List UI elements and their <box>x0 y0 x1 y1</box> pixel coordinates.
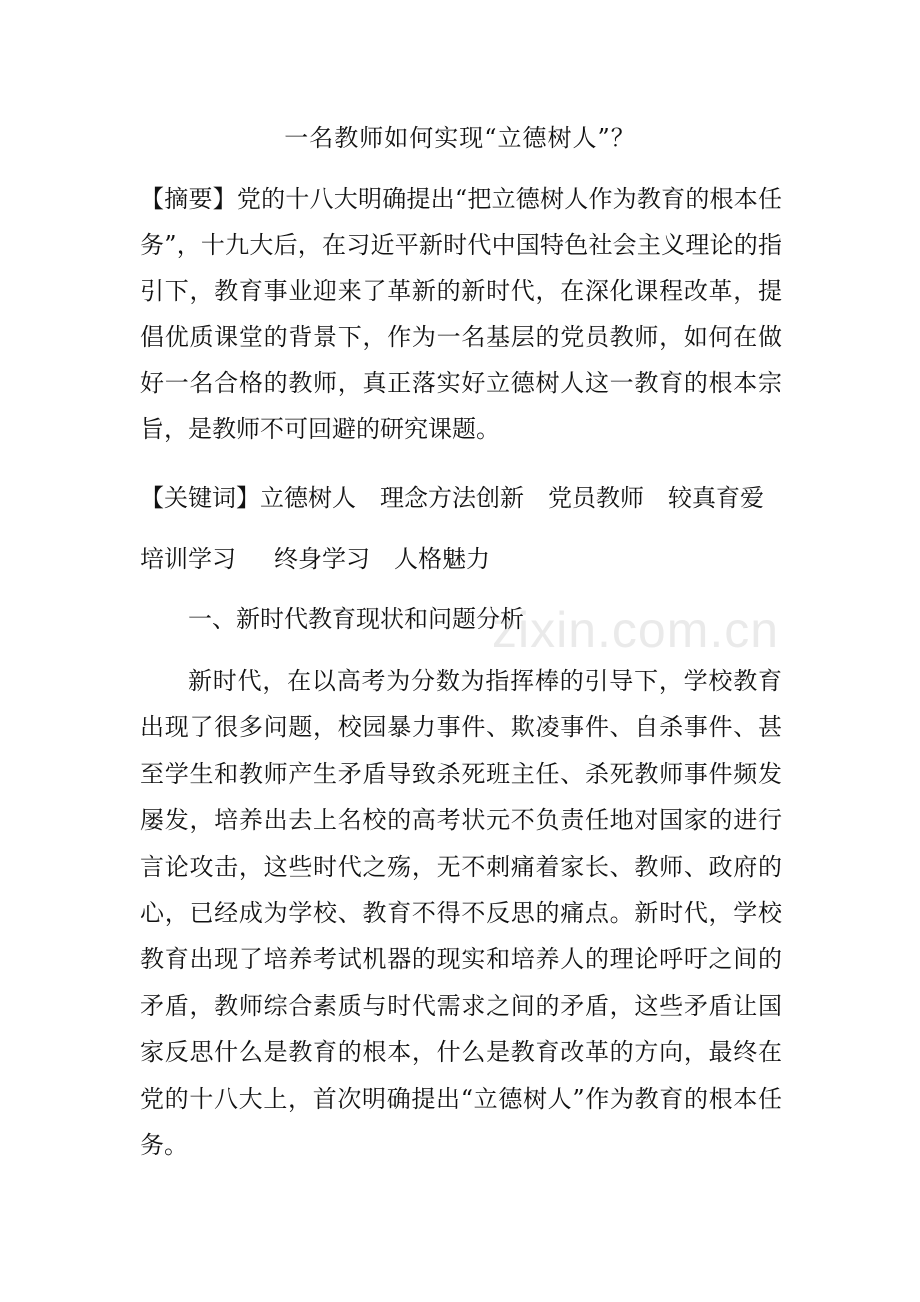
keyword-item: 理念方法创新 <box>380 484 524 512</box>
keyword-item: 培训学习 <box>140 545 236 573</box>
keyword-item: 较真育爱 <box>668 484 764 512</box>
body-paragraph: 新时代，在以高考为分数为指挥棒的引导下，学校教育出现了很多问题，校园暴力事件、欺凌事件、自杀事件、甚至学生和教师产生矛盾导致杀死班主任、杀死教师事件频发屡发，培养出去上名校的高考状元不负责任地对国家的进行言论攻击，这些时代之殇，无不刺痛着家长、教师、政府的心，已经成为学校、教育不得不反思的痛点。新时代，学校教育出现了培养考试机器的现实和培养人的理论呼吁之间的矛盾，教师综合素质与时代需求之间的矛盾，这些矛盾让国家反思什么是教育的根本，什么是教育改革的方向，最终在党的十八大上，首次明确提出“立德树人”作为教育的根本任务。 <box>140 667 782 1160</box>
keyword-item: 立德树人 <box>260 484 356 512</box>
document-title: 一名教师如何实现“立德树人”？ <box>284 124 636 152</box>
keyword-item: 终身学习 <box>274 545 370 573</box>
keywords-label: 【关键词】 <box>140 484 260 512</box>
abstract-label: 【摘要】 <box>140 185 237 213</box>
watermark-logo: zixin.com.cn <box>492 602 780 658</box>
keyword-item: 人格魅力 <box>394 545 490 573</box>
keywords-line-2 <box>140 539 782 579</box>
section-heading: 一、新时代教育现状和问题分析 <box>188 605 524 633</box>
keywords-line-1 <box>140 478 782 518</box>
abstract-text: 党的十八大明确提出“把立德树人作为教育的根本任务”，十九大后，在习近平新时代中国特色社会主义理论的指引下，教育事业迎来了革新的新时代，在深化课程改革，提倡优质课堂的背景下，作为一名基层的党员教师，如何在做好一名合格的教师，真正落实好立德树人这一教育的根本宗旨，是教师不可回避的研究课题。 <box>140 185 782 443</box>
keyword-item: 党员教师 <box>548 484 644 512</box>
abstract-paragraph <box>140 176 782 452</box>
